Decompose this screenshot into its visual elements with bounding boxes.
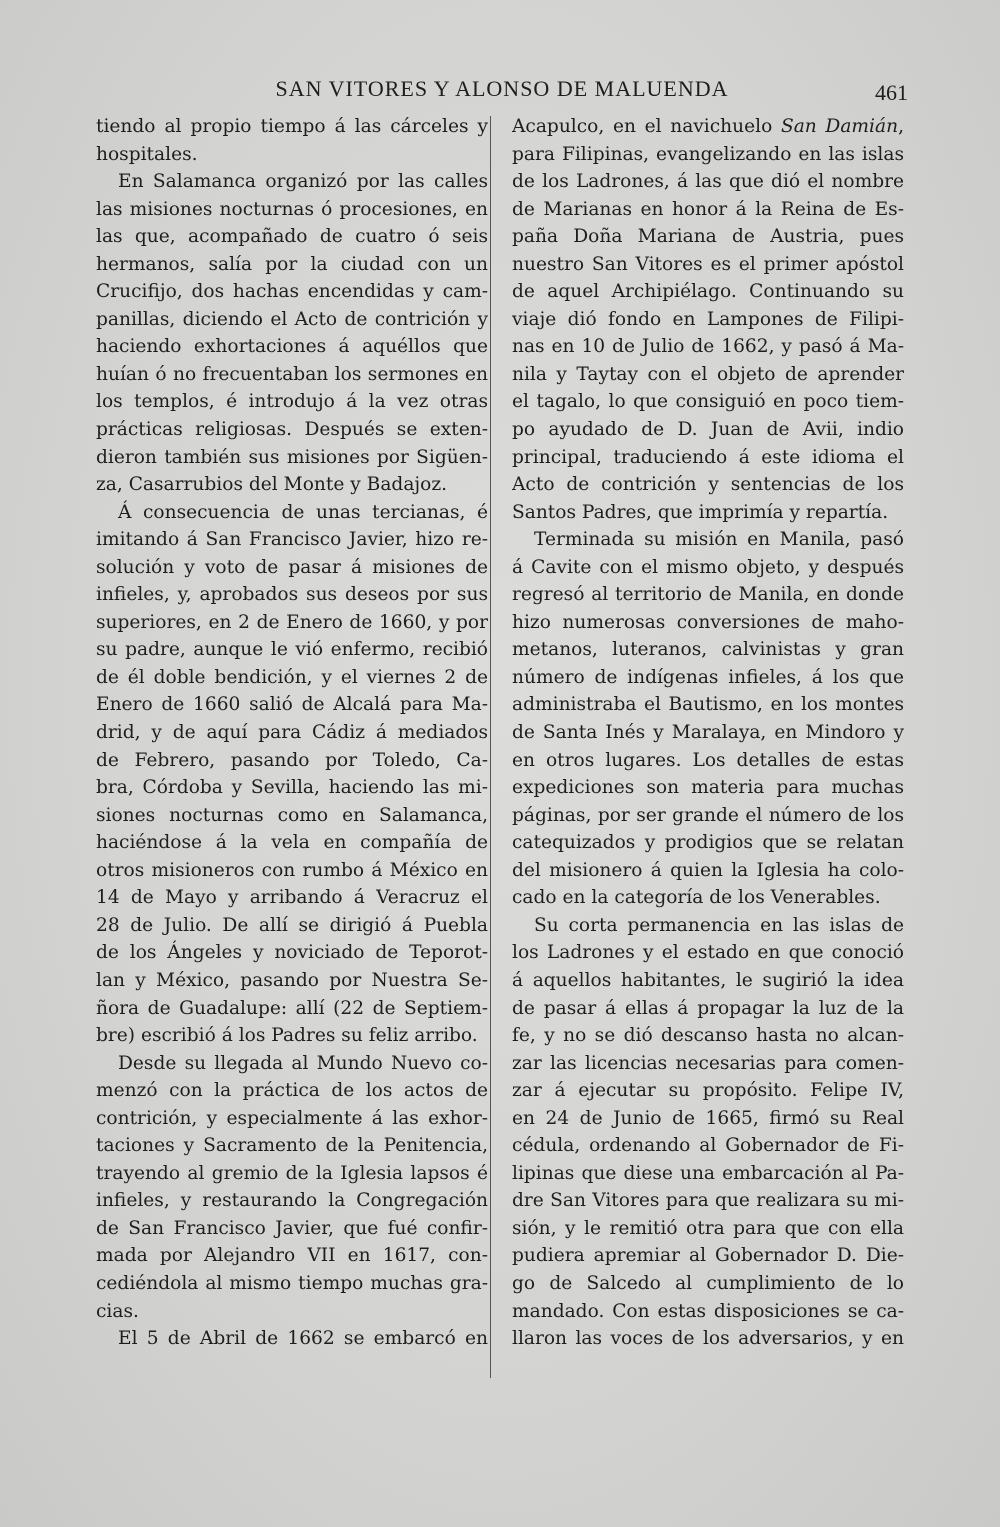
text-line: de los Ángeles y noviciado de Teporot- — [96, 942, 488, 964]
text-line: Su corta permanencia en las islas de — [534, 914, 904, 936]
text-line: Á consecuencia de unas tercianas, é — [118, 501, 488, 523]
column-divider — [490, 116, 491, 1378]
text-line: haciendo exhortaciones á aquéllos que — [96, 336, 488, 358]
text-line: administraba el Bautismo, en los montes — [512, 694, 904, 716]
text-line: su padre, aunque le vió enfermo, recibió — [96, 639, 488, 661]
text-line: huían ó no frecuentaban los sermones en — [96, 363, 488, 385]
text-line: panillas, diciendo el Acto de contrición y — [96, 308, 488, 330]
text-line: superiores, en 2 de Enero de 1660, y por — [96, 611, 488, 633]
text-line: bra, Córdoba y Sevilla, haciendo las mi- — [96, 777, 488, 799]
text-line: trayendo al gremio de la Iglesia lapsos é — [96, 1162, 488, 1184]
text-line: Enero de 1660 salió de Alcalá para Ma- — [96, 694, 488, 716]
text-line: viaje dió fondo en Lampones de Filipi- — [512, 308, 904, 330]
text-line: siones nocturnas como en Salamanca, — [96, 804, 488, 826]
text-line: En Salamanca organizó por las calles — [118, 171, 488, 193]
text-line: de pasar á ellas á propagar la luz de la — [512, 997, 904, 1019]
text-line: Santos Padres, que imprimía y repartía. — [512, 501, 889, 523]
running-head — [96, 76, 908, 110]
text-line: nila y Taytay con el objeto de aprender — [512, 363, 904, 385]
text-line: za, Casarrubios del Monte y Badajoz. — [96, 474, 448, 496]
text-line: drid, y de aquí para Cádiz á mediados — [96, 722, 488, 744]
text-line: expediciones son materia para muchas — [512, 777, 904, 799]
text-line: cado en la categoría de los Venerables. — [512, 887, 881, 909]
text-column-left — [96, 113, 488, 1353]
text-line: páginas, por ser grande el número de los — [512, 804, 904, 826]
text-line: cediéndola al mismo tiempo muchas gra- — [96, 1272, 488, 1294]
text-line: hermanos, salía por la ciudad con un — [96, 253, 488, 275]
text-line: los templos, é introdujo á la vez otras — [96, 391, 488, 413]
text-line: Crucifijo, dos hachas encendidas y cam- — [96, 281, 488, 303]
text-line: á Cavite con el mismo objeto, y después — [512, 556, 904, 578]
text-line: solución y voto de pasar á misiones de — [96, 556, 488, 578]
text-line: nuestro San Vitores es el primer apóstol — [512, 253, 904, 275]
text-line: menzó con la práctica de los actos de — [96, 1080, 488, 1102]
text-line: 14 de Mayo y arribando á Veracruz el — [96, 887, 488, 909]
text-column-right — [512, 113, 904, 1353]
text-line: Terminada su misión en Manila, pasó — [534, 529, 904, 551]
text-line: infieles, y, aprobados sus deseos por sus — [96, 584, 488, 606]
text-line: catequizados y prodigios que se relatan — [512, 832, 904, 854]
text-line: otros misioneros con rumbo á México en — [96, 859, 488, 881]
text-line: taciones y Sacramento de la Penitencia, — [96, 1135, 488, 1157]
text-line: contrición, y especialmente á las exhor- — [96, 1107, 488, 1129]
text-line: Acapulco, en el navichuelo San Damián, — [512, 116, 904, 137]
text-line: las misiones nocturnas ó procesiones, en — [96, 198, 488, 220]
text-line: el tagalo, lo que consiguió en poco tiem- — [512, 391, 904, 413]
running-title: SAN VITORES Y ALONSO DE MALUENDA — [275, 76, 729, 101]
text-line: del misionero á quien la Iglesia ha colo- — [512, 859, 904, 881]
text-line: ñora de Guadalupe: allí (22 de Septiem- — [96, 997, 488, 1019]
text-line: los Ladrones y el estado en que conoció — [512, 942, 904, 964]
text-line: mada por Alejandro VII en 1617, con- — [96, 1245, 488, 1267]
text-line: prácticas religiosas. Después se exten- — [96, 419, 488, 441]
text-line: de Santa Inés y Maralaya, en Mindoro y — [512, 722, 904, 744]
page-number: 461 — [875, 80, 908, 105]
text-line: principal, traduciendo á este idioma el — [512, 446, 904, 468]
text-line: metanos, luteranos, calvinistas y gran — [512, 639, 904, 661]
text-line: infieles, y restaurando la Congregación — [96, 1190, 488, 1212]
text-line: hospitales. — [96, 143, 198, 165]
text-line: para Filipinas, evangelizando en las islas — [512, 143, 904, 165]
text-line: paña Doña Mariana de Austria, pues — [512, 226, 904, 248]
text-line: de aquel Archipiélago. Continuando su — [512, 281, 904, 303]
text-line: cédula, ordenando al Gobernador de Fi- — [512, 1135, 904, 1157]
text-line: imitando á San Francisco Javier, hizo re- — [96, 529, 488, 551]
text-line: en 24 de Junio de 1665, firmó su Real — [512, 1107, 904, 1129]
text-line: Desde su llegada al Mundo Nuevo co- — [118, 1052, 488, 1074]
text-line: hizo numerosas conversiones de maho- — [512, 611, 904, 633]
text-line: bre) escribió á los Padres su feliz arribo. — [96, 1025, 478, 1047]
text-line: zar las licencias necesarias para comen- — [512, 1052, 904, 1074]
text-line: mandado. Con estas disposiciones se ca- — [512, 1300, 904, 1322]
text-line: El 5 de Abril de 1662 se embarcó en — [118, 1328, 488, 1350]
text-line: zar á ejecutar su propósito. Felipe IV, — [512, 1080, 904, 1102]
text-line: haciéndose á la vela en compañía de — [96, 832, 488, 854]
ship-name: San Damián — [780, 116, 899, 137]
text-line: Acto de contrición y sentencias de los — [512, 474, 904, 496]
text-line: de los Ladrones, á las que dió el nombre — [512, 171, 904, 193]
text-line: regresó al territorio de Manila, en donde — [512, 584, 904, 606]
text-line: sión, y le remitió otra para que con ella — [512, 1217, 904, 1239]
text-line: de Febrero, pasando por Toledo, Ca- — [96, 749, 488, 771]
text-line: dre San Vitores para que realizara su mi- — [512, 1190, 904, 1212]
text-line: lan y México, pasando por Nuestra Se- — [96, 969, 488, 991]
text-line: po ayudado de D. Juan de Avii, indio — [512, 419, 904, 441]
text-line: número de indígenas infieles, á los que — [512, 666, 904, 688]
text-line: 28 de Julio. De allí se dirigió á Puebla — [96, 914, 488, 936]
text-line: tiendo al propio tiempo á las cárceles y — [96, 116, 488, 137]
text-line: go de Salcedo al cumplimiento de lo — [512, 1272, 904, 1294]
text-line: á aquellos habitantes, le sugirió la idea — [512, 969, 904, 991]
text-line: fe, y no se dió descanso hasta no alcan- — [512, 1025, 904, 1047]
text-line: nas en 10 de Julio de 1662, y pasó á Ma- — [512, 336, 904, 358]
text-line: las que, acompañado de cuatro ó seis — [96, 226, 488, 248]
text-line: cias. — [96, 1300, 139, 1322]
text-line: llaron las voces de los adversarios, y en — [512, 1328, 904, 1350]
text-line: en otros lugares. Los detalles de estas — [512, 749, 904, 771]
text-line: lipinas que diese una embarcación al Pa- — [512, 1162, 904, 1184]
text-line: de él doble bendición, y el viernes 2 de — [96, 666, 488, 688]
text-line: de Marianas en honor á la Reina de Es- — [512, 198, 904, 220]
text-line: de San Francisco Javier, que fué confir- — [96, 1217, 488, 1239]
text-line: dieron también sus misiones por Sigüen- — [96, 446, 488, 468]
text-line: pudiera apremiar al Gobernador D. Die- — [512, 1245, 904, 1267]
